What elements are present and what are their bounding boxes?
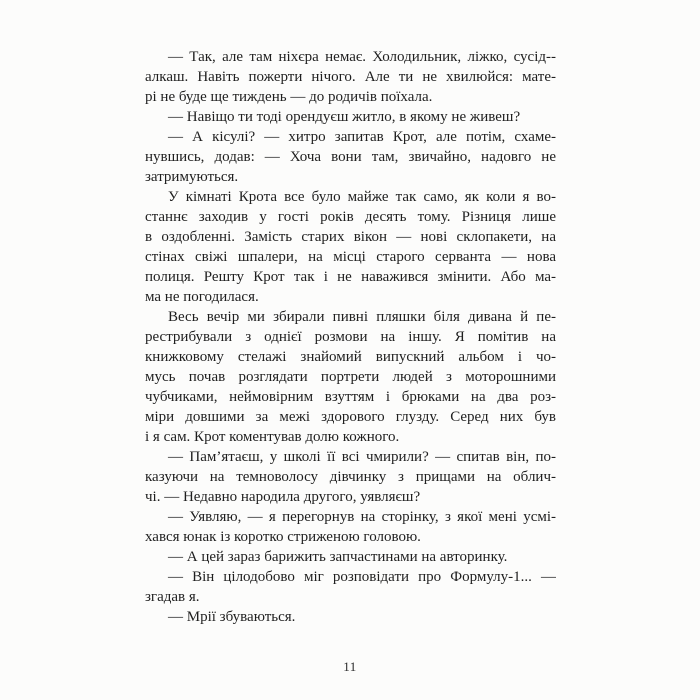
text-line: міри довшими за межі здорового глузду. Серед них був <box>145 409 556 425</box>
text-line: — Так, але там ніхєра немає. Холодильник, ліжко, сусід-- <box>168 49 556 65</box>
text-line: — А кісулі? — хитро запитав Крот, але потім, схаме- <box>168 129 556 145</box>
text-line: — Він цілодобово міг розповідати про Формулу-1... — <box>168 569 556 585</box>
text-line: полиця. Решту Крот так і не наважився змінити. Або ма- <box>145 269 556 285</box>
text-line: рі не буде ще тиждень — до родичів поїхала. <box>145 89 433 105</box>
text-line: стінах свіжі шпалери, на місці старого серванта — нова <box>145 249 556 265</box>
text-line: — Навіщо ти тоді орендуєш житло, в якому не живеш? <box>168 109 521 125</box>
text-line: чубчиками, неймовірним взуттям і брюками на два роз- <box>145 389 556 405</box>
text-line: — Мрії збуваються. <box>168 609 296 625</box>
text-line: книжковому стелажі знайомий випускний альбом і чо- <box>145 349 556 365</box>
text-line: в оздобленні. Замість старих вікон — нові склопакети, на <box>145 229 556 245</box>
text-line: казуючи на темноволосу дівчинку з прищами на облич- <box>145 469 556 485</box>
text-line: — Уявляю, — я перегорнув на сторінку, з якої мені усмі- <box>168 509 556 525</box>
text-line: — Пам’ятаєш, у школі її всі чмирили? — спитав він, по- <box>168 449 556 465</box>
text-line: ма не погодилася. <box>145 289 259 305</box>
text-line: і я сам. Крот коментував долю кожного. <box>145 429 400 445</box>
text-line: алкаш. Навіть пожерти нічого. Але ти не хвилюйся: мате- <box>145 69 556 85</box>
page-number: 11 <box>343 659 357 674</box>
text-line: нувшись, додав: — Хоча вони там, звичайно, надовго не <box>145 149 556 165</box>
text-line: хався юнак із коротко стриженою головою. <box>145 529 421 545</box>
text-line: рестрибували з однієї розмови на іншу. Я помітив на <box>145 329 556 345</box>
text-line: згадав я. <box>145 589 200 605</box>
text-line: затримуються. <box>145 169 239 185</box>
text-line: Весь вечір ми збирали пивні пляшки біля дивана й пе- <box>168 309 556 325</box>
text-line: — А цей зараз барижить запчастинами на авторинку. <box>168 549 508 565</box>
text-line: У кімнаті Крота все було майже так само, як коли я во- <box>168 189 556 205</box>
text-line: станнє заходив у гості років десять тому. Різниця лише <box>145 209 556 225</box>
text-line: мусь почав розглядати портрети людей з моторошними <box>145 369 556 385</box>
text-block <box>145 47 556 627</box>
text-line: чі. — Недавно народила другого, уявляєш? <box>145 489 421 505</box>
